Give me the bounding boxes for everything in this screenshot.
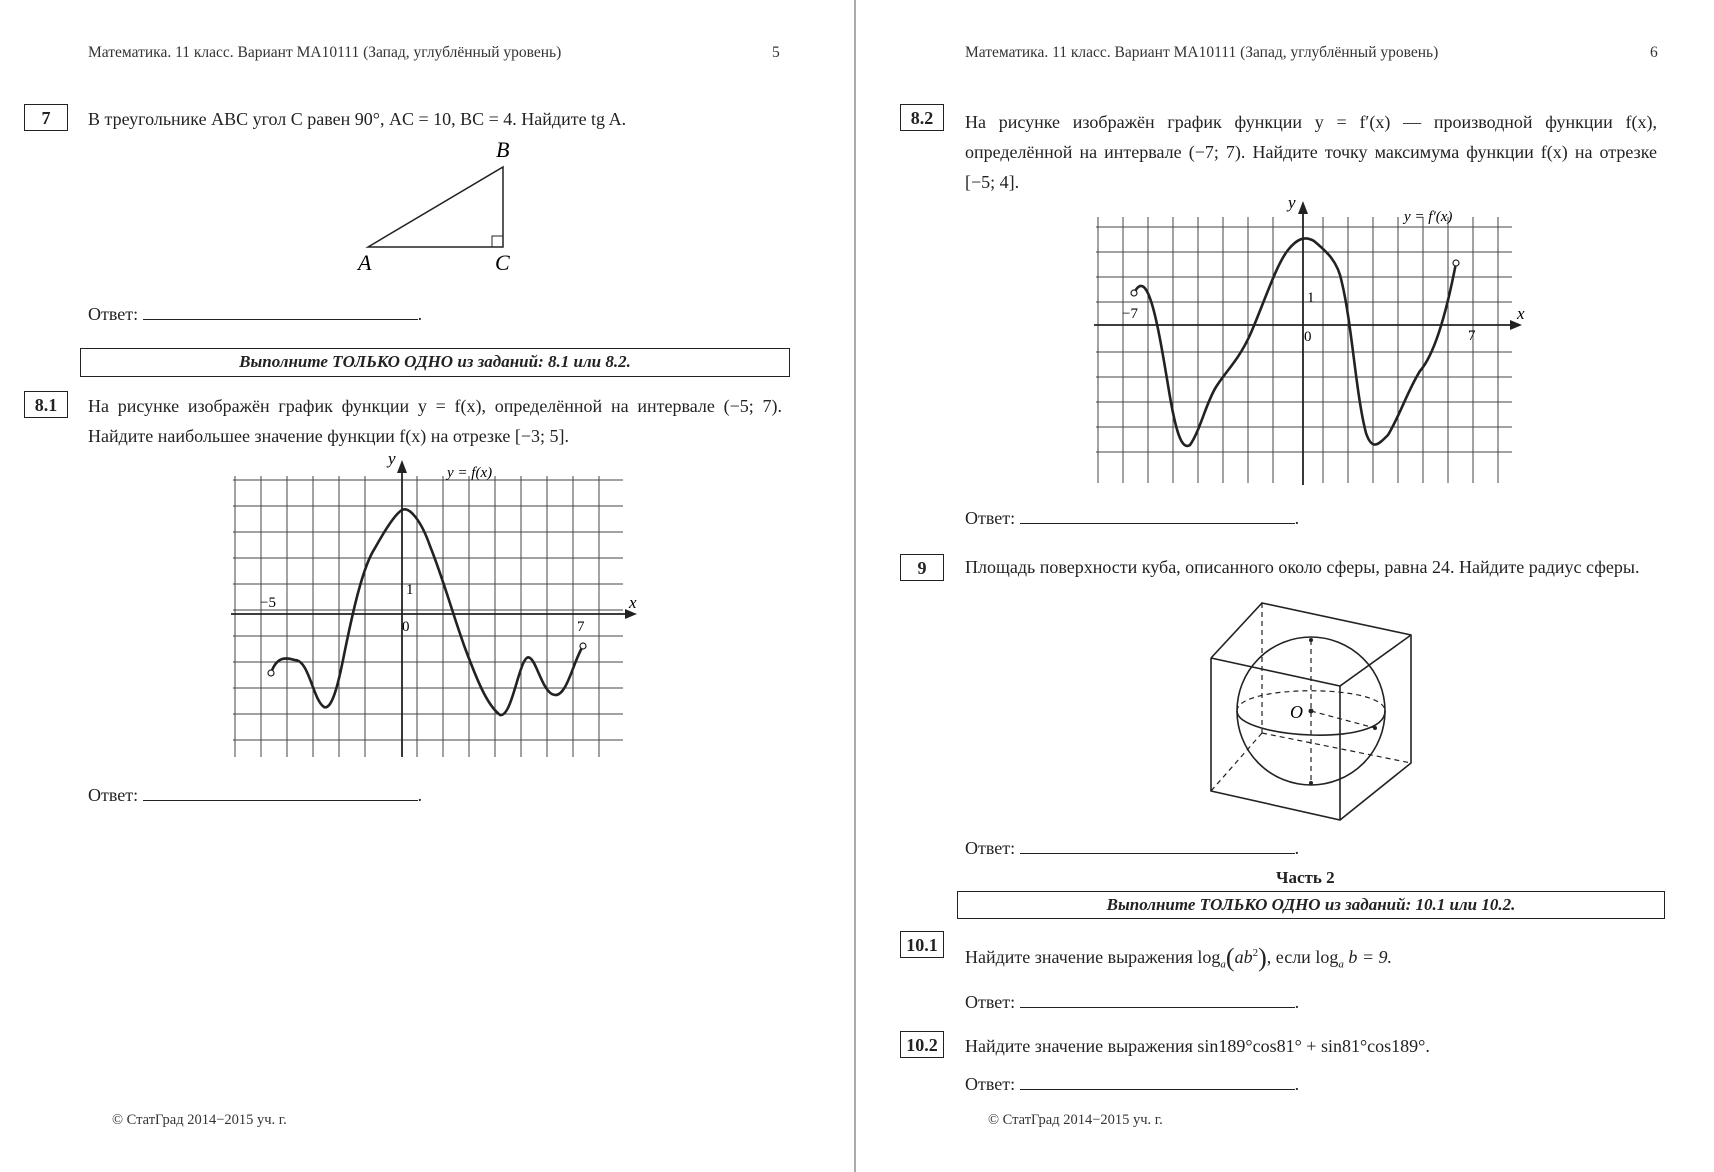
choice-box-10: Выполните ТОЛЬКО ОДНО из заданий: 10.1 или 10.2.: [957, 891, 1665, 919]
sphere-bottom-point: [1309, 781, 1313, 785]
footer-right: © СтатГрад 2014−2015 уч. г.: [988, 1112, 1163, 1128]
answer-label: Ответ:: [965, 1074, 1016, 1094]
sphere-center-point: [1309, 709, 1314, 714]
task-7-answer: Ответ: .: [88, 304, 423, 324]
page-divider: [854, 0, 856, 1172]
curve-f-prime: [1134, 238, 1456, 446]
y-axis-arrow: [1298, 201, 1308, 214]
x-axis-label: x: [1517, 304, 1525, 323]
expr-power: 2: [1252, 947, 1259, 959]
cube-sphere-figure: [1205, 598, 1425, 828]
center-o-label: O: [1290, 702, 1303, 722]
sphere-side-point: [1373, 726, 1377, 730]
task-10-1-if: , если: [1266, 947, 1311, 967]
origin-label: 0: [402, 619, 410, 635]
task-10-1-text: Найдите значение выражения $\log_a(ab^2)$, если $\log_a b = 9$.: [965, 943, 1392, 972]
expr-log-base: a: [1220, 958, 1226, 971]
vertex-b-label: B: [496, 137, 510, 162]
tick-label-1: 1: [1307, 290, 1315, 306]
task-10-1-answer: Ответ: .: [965, 992, 1300, 1012]
origin-label: 0: [1304, 329, 1312, 345]
open-endpoint-left: [268, 670, 274, 676]
answer-label: Ответ:: [88, 785, 139, 805]
tick-label-minus5: −5: [260, 595, 276, 611]
vertex-a-label: A: [358, 250, 372, 275]
footer-left: © СтатГрад 2014−2015 уч. г.: [112, 1112, 287, 1128]
open-endpoint-left: [1131, 290, 1137, 296]
page-header-left: Математика. 11 класс. Вариант МА10111 (Запад, углублённый уровень): [88, 44, 562, 61]
task-10-2-number: 10.2: [900, 1031, 944, 1058]
answer-label: Ответ:: [965, 508, 1016, 528]
page-header-right: Математика. 11 класс. Вариант МА10111 (Запад, углублённый уровень): [965, 44, 1439, 61]
vertex-c-label: C: [495, 250, 510, 275]
task-8-2-answer: Ответ: .: [965, 508, 1300, 528]
task-10-1-number: 10.1: [900, 931, 944, 958]
answer-label: Ответ:: [88, 304, 139, 324]
choice-box-8: Выполните ТОЛЬКО ОДНО из заданий: 8.1 или 8.2.: [80, 348, 790, 377]
page-number-left: 5: [772, 44, 780, 61]
task-10-2-answer: Ответ: .: [965, 1074, 1300, 1094]
curve-f: [271, 509, 583, 715]
y-axis-label: y: [388, 450, 396, 468]
page-number-right: 6: [1650, 44, 1658, 61]
tick-label-1: 1: [406, 582, 414, 598]
grid-8-1: [233, 476, 623, 757]
triangle-abc: [368, 167, 503, 247]
answer-field[interactable]: [1020, 509, 1295, 524]
task-8-2-number: 8.2: [900, 104, 944, 131]
open-endpoint-right: [1453, 260, 1459, 266]
y-axis-label: y: [1288, 195, 1296, 212]
sphere-top-point: [1309, 638, 1313, 642]
task-8-2-text: На рисунке изображён график функции y = f′(x) — производной функции f(x), определённой на интервале (−7; 7). Найдите точку максимума функции f(x) на отрезке [−5; 4].: [965, 112, 1657, 192]
task-7-number: 7: [24, 104, 68, 131]
function-label: y = f′(x): [1404, 209, 1453, 225]
answer-field[interactable]: [143, 305, 418, 320]
x-axis-label: x: [629, 593, 637, 612]
task-9-text: Площадь поверхности куба, описанного около сферы, равна 24. Найдите радиус сферы.: [965, 557, 1640, 577]
open-endpoint-right: [580, 643, 586, 649]
answer-field[interactable]: [143, 786, 418, 801]
answer-field[interactable]: [1020, 993, 1295, 1008]
tick-label-7: 7: [577, 619, 585, 635]
task-7-text: В треугольнике ABC угол C равен 90°, AC = 10, BC = 4. Найдите tg A.: [88, 109, 627, 129]
task-8-1-number: 8.1: [24, 391, 68, 418]
answer-label: Ответ:: [965, 838, 1016, 858]
task-8-1-text: На рисунке изображён график функции y = f(x), определённой на интервале (−5; 7). Найдите наибольшее значение функции f(x) на отрезке [−3; 5].: [88, 396, 782, 446]
task-10-1-prefix: Найдите значение выражения: [965, 947, 1193, 967]
function-label: y = f(x): [447, 465, 493, 481]
answer-field[interactable]: [1020, 1075, 1295, 1090]
graph-8-1: [225, 450, 645, 765]
graph-8-2: [1090, 195, 1530, 490]
task-8-1-answer: Ответ: .: [88, 785, 423, 805]
sphere-radius: [1311, 711, 1375, 728]
cube-hidden-edge-left: [1211, 733, 1262, 791]
tick-label-minus7: −7: [1122, 306, 1138, 322]
tick-label-7: 7: [1468, 328, 1476, 344]
task-10-2-text: Найдите значение выражения sin189°cos81° + sin81°cos189°.: [965, 1036, 1430, 1056]
task-9-answer: Ответ: .: [965, 838, 1300, 858]
cond-log: log: [1315, 947, 1339, 967]
cond-rest: b = 9.: [1348, 947, 1392, 967]
expr-arg: ab: [1234, 947, 1253, 967]
cond-log-base: a: [1338, 958, 1344, 971]
answer-field[interactable]: [1020, 839, 1295, 854]
right-angle-mark: [492, 236, 503, 247]
y-axis-arrow: [397, 460, 407, 473]
triangle-figure: [352, 132, 522, 278]
task-9-number: 9: [900, 554, 944, 581]
answer-label: Ответ:: [965, 992, 1016, 1012]
part-2-heading: Часть 2: [1276, 868, 1335, 887]
expr-log: log: [1197, 947, 1221, 967]
cube-hidden-edge-right: [1262, 733, 1411, 763]
grid-8-2: [1096, 217, 1512, 483]
